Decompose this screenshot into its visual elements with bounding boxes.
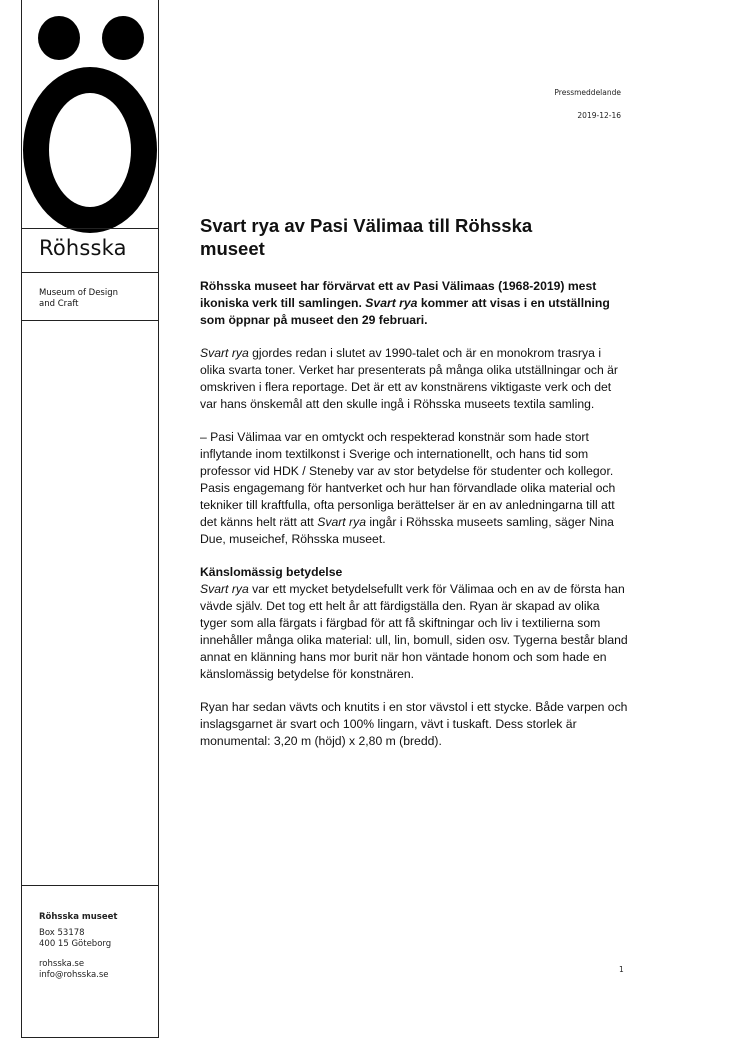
contact-email-link[interactable]: info@rohsska.se — [39, 970, 109, 980]
article — [200, 214, 628, 766]
p3-title: Svart rya — [200, 582, 249, 596]
contact-name: Röhsska museet — [39, 912, 118, 922]
article-lead — [200, 278, 628, 329]
paragraph-2 — [200, 429, 628, 548]
p3-text: var ett mycket betydelsefullt verk för Välimaa och en av de första han vävde själv. Det tog ett helt år att färdigställa den. Ryan är skapad av olika tyger som alla färgats i färgbad för att få skiftningar och liv i textilierna som innehåller många olika material: ull, lin, bomull, siden osv. Tygerna består bland annat en klänning hans mor burit när hon väntade honom och som hade en känslomässig betydelse för konstnären. — [200, 582, 628, 681]
headline-line1: Svart rya av Pasi Välimaa till Röhsska — [200, 215, 533, 236]
sidebar-divider-contact — [21, 885, 159, 886]
subheading: Känslomässig betydelse — [200, 565, 343, 579]
museum-subtitle — [39, 288, 149, 310]
sidebar-divider-top — [21, 228, 159, 229]
p1-title: Svart rya — [200, 346, 249, 360]
brand-name: Röhsska — [39, 236, 127, 260]
paragraph-1 — [200, 345, 628, 413]
contact-postal: 400 15 Göteborg — [39, 939, 112, 949]
museum-subtitle-line1: Museum of Design — [39, 288, 118, 298]
p2-title: Svart rya — [317, 515, 366, 529]
headline-line2: museet — [200, 238, 265, 259]
article-headline — [200, 214, 628, 260]
p2-part1: – Pasi Välimaa var en omtyckt och respekterad konstnär som hade stort inflytande inom textilkonst i Sverige och internationellt, och hans tid som professor vid HDK / Steneby var av stor betydelse för studenter och kollegor. Pasis engagemang för hantverket och hur han förvandlade olika material och tekniker till kraftfulla, ofta personliga berättelser är en av anledningarna till att det känns helt rätt att — [200, 430, 616, 529]
p1-text: gjordes redan i slutet av 1990-talet och är en monokrom trasrya i olika svarta toner. Verket har presenterats på många olika utställningar och är omskriven i flera reportage. Det är ett av konstnärens viktigaste verk och det var hans önskemål att den skulle ingå i Röhsska museets textila samling. — [200, 346, 618, 411]
sidebar-divider-brand — [21, 272, 159, 273]
lead-part1: Röhsska museet har förvärvat ett av Pasi Välimaas (1968-2019) mest ikoniska verk till samlingen. — [200, 279, 597, 310]
p2-part2: ingår i Röhsska museets samling, säger Nina Due, museichef, Röhsska museet. — [200, 515, 614, 546]
document-date: 2019-12-16 — [577, 111, 621, 120]
lead-title: Svart rya — [365, 296, 418, 310]
contact-box: Box 53178 — [39, 928, 85, 938]
museum-subtitle-line2: and Craft — [39, 299, 79, 309]
rohsska-o-umlaut-logo-icon — [22, 10, 158, 235]
lead-part2: kommer att visas i en utställning som öppnar på museet den 29 februari. — [200, 296, 610, 327]
contact-website-link[interactable]: rohsska.se — [39, 959, 85, 969]
contact-block — [39, 912, 154, 981]
document-type: Pressmeddelande — [554, 88, 621, 97]
sidebar-divider-subtitle — [21, 320, 159, 321]
paragraph-3 — [200, 581, 628, 683]
page-number: 1 — [619, 965, 624, 974]
paragraph-4: Ryan har sedan vävts och knutits i en stor vävstol i ett stycke. Både varpen och inslagsgarnet är svart och 100% lingarn, vävt i tuskaft. Dess storlek är monumental: 3,20 m (höjd) x 2,80 m (bredd). — [200, 700, 628, 748]
